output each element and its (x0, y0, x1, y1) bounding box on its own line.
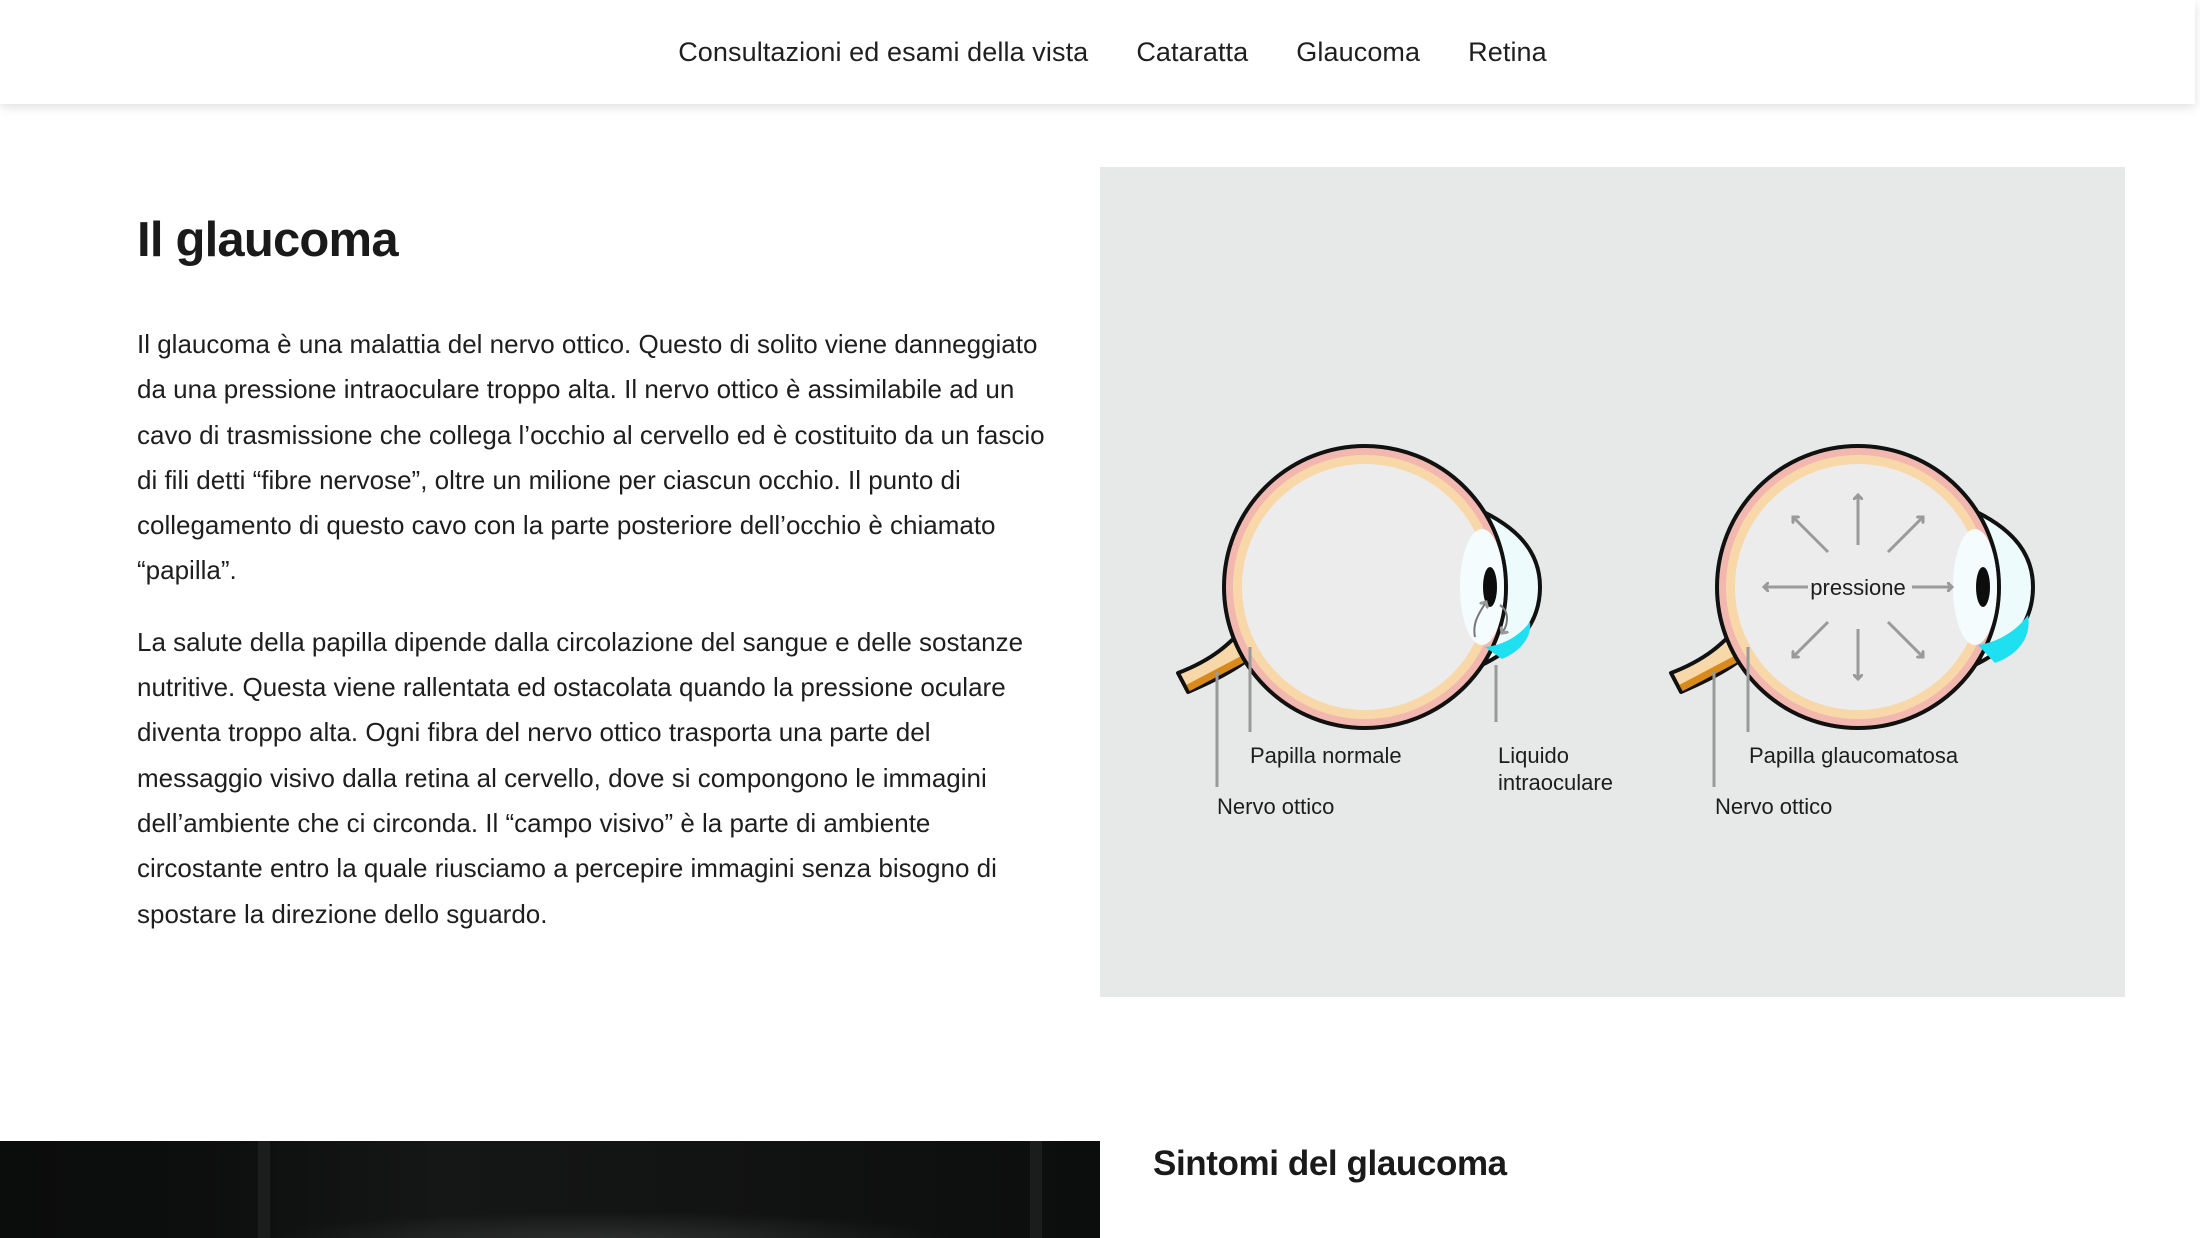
intro-section (137, 200, 1062, 963)
nav-link-consultazioni[interactable]: Consultazioni ed esami della vista (678, 36, 1089, 67)
nav-link-glaucoma[interactable]: Glaucoma (1296, 36, 1421, 67)
photo-shadow (1030, 1141, 1042, 1238)
nav-item (1296, 37, 1420, 68)
symptoms-heading: Sintomi del glaucoma (1153, 1144, 1507, 1183)
nav-item (1136, 37, 1248, 68)
pupil (1976, 567, 1990, 607)
page-title: Il glaucoma (137, 213, 398, 267)
glaucoma-papilla-label: Papilla glaucomatosa (1749, 743, 1959, 768)
pupil (1483, 567, 1497, 607)
nav-item (1468, 37, 1547, 68)
symptoms-photo (0, 1141, 1100, 1238)
nav-link-retina[interactable]: Retina (1468, 36, 1547, 67)
nav-item (678, 37, 1088, 68)
eye-diagram (1100, 167, 2125, 997)
pressure-label: pressione (1810, 575, 1906, 600)
glaucoma-nerve-label: Nervo ottico (1715, 794, 1833, 819)
photo-highlight (260, 1211, 960, 1238)
fluid-label-line2: intraoculare (1498, 770, 1613, 795)
nav-menu (648, 37, 1547, 68)
top-navigation (0, 0, 2195, 104)
glaucoma-eye-illustration (1671, 446, 2033, 819)
fluid-label-line1: Liquido (1498, 743, 1569, 768)
eye-diagram-panel (1100, 167, 2125, 997)
normal-eye-illustration (1178, 446, 1613, 819)
intro-paragraph-2: La salute della papilla dipende dalla circolazione del sangue e delle sostanze nutritive. Questa viene rallentata ed ostacolata quando la pressione oculare diventa troppo alta. Ogni fibra del nervo ottico trasporta una parte del messaggio visivo dalla retina al cervello, dove si compongono le immagini dell’ambiente che ci circonda. Il “campo visivo” è la parte di ambiente circostante entro la quale riusciamo a percepire immagini senza bisogno di spostare la direzione dello sguardo. (137, 626, 1024, 929)
normal-papilla-label: Papilla normale (1250, 743, 1402, 768)
nav-link-cataratta[interactable]: Cataratta (1136, 36, 1249, 67)
normal-nerve-label: Nervo ottico (1217, 794, 1335, 819)
intro-paragraph-1: Il glaucoma è una malattia del nervo ottico. Questo di solito viene danneggiato da una pressione intraoculare troppo alta. Il nervo ottico è assimilabile ad un cavo di trasmissione che collega l’occhio al cervello ed è costituito da un fascio di fili detti “fibre nervose”, oltre un milione per ciascun occhio. Il punto di collegamento di questo cavo con la parte posteriore dell’occhio è chiamato “papilla”. (137, 329, 1045, 586)
